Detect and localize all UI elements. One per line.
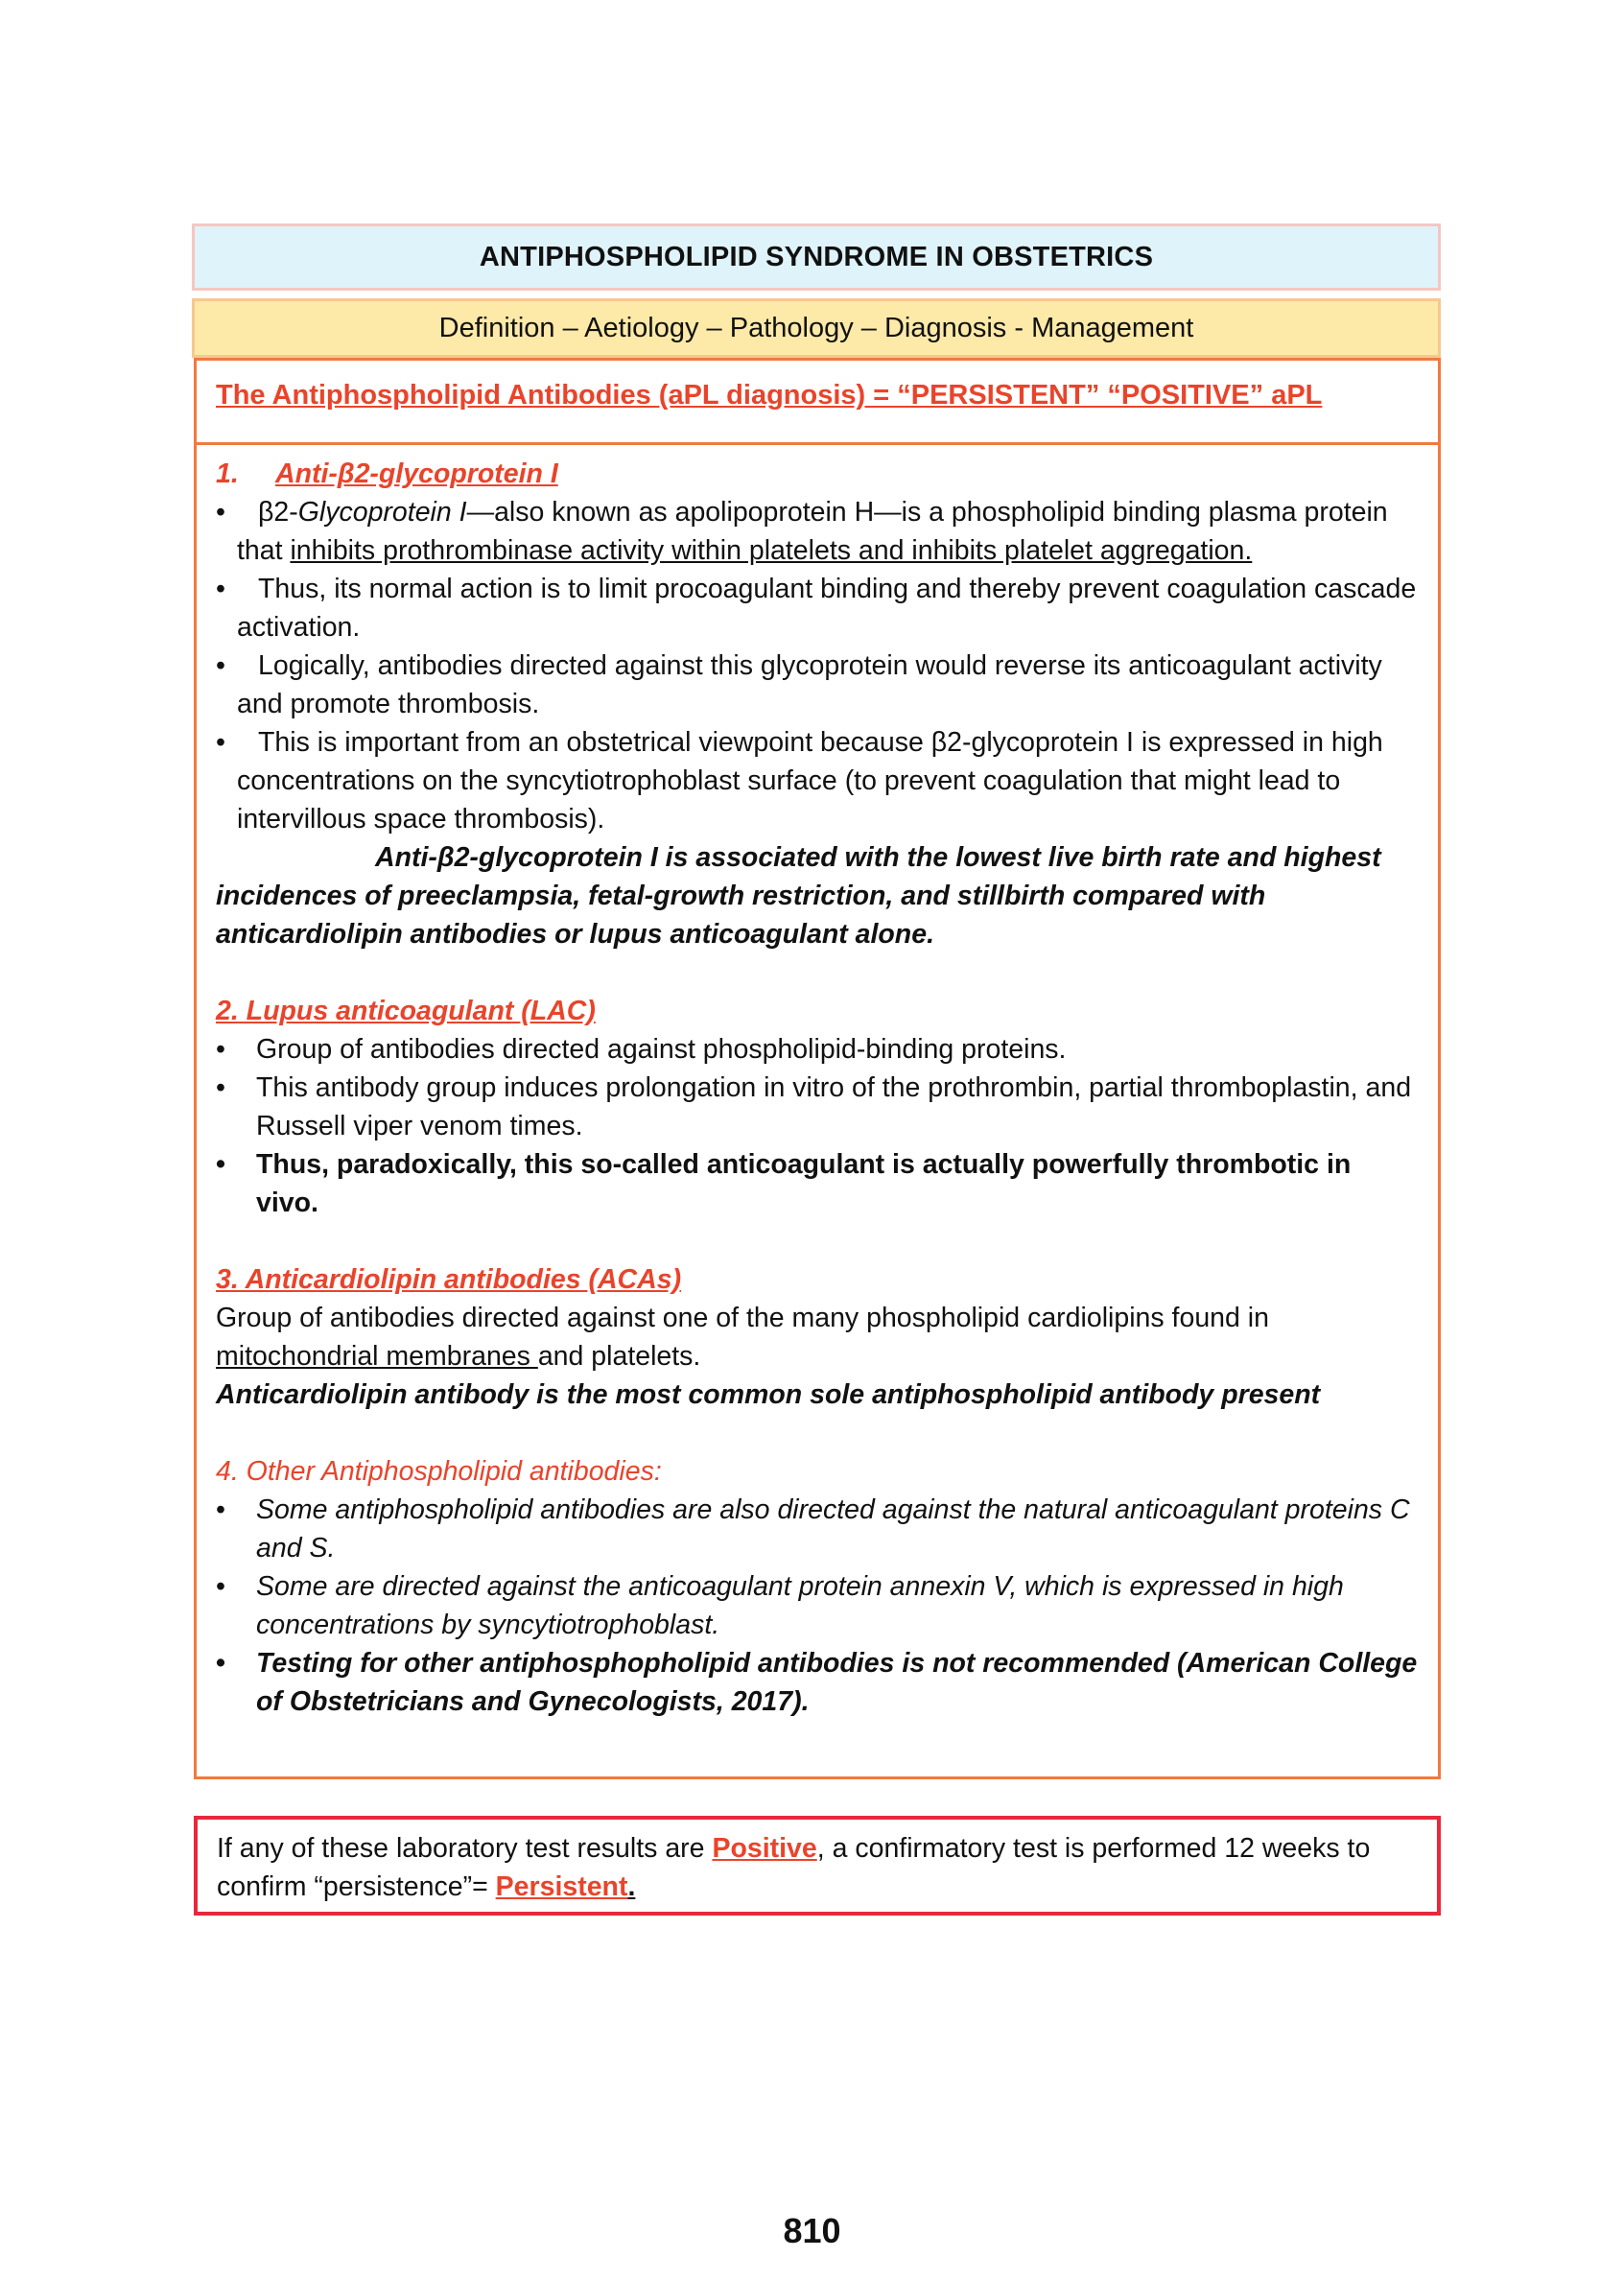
section-1-title-text: Anti-β2-glycoprotein I bbox=[275, 459, 558, 489]
note-persistent-highlight: Persistent bbox=[495, 1871, 628, 1902]
bullet-icon: • bbox=[216, 650, 225, 681]
bullet-icon: • bbox=[216, 497, 225, 528]
bullet-icon: • bbox=[216, 1149, 225, 1180]
list-item bbox=[216, 723, 1419, 838]
list-item bbox=[216, 1567, 1419, 1644]
bullet-icon: • bbox=[216, 1034, 225, 1065]
list-item bbox=[216, 1030, 1419, 1069]
list-item bbox=[216, 1644, 1419, 1721]
list-item bbox=[216, 1145, 1419, 1222]
note-text: , a confirmatory test is performed 12 weeks to confirm “persistence”= bbox=[217, 1833, 1371, 1902]
list-item-text: Testing for other antiphosphopholipid antibodies is not recommended (American College of Obstetricians and Gynecologists, 2017). bbox=[256, 1648, 1418, 1717]
bullet-icon: • bbox=[216, 1571, 225, 1602]
bullet-icon: • bbox=[216, 1494, 225, 1525]
list-item bbox=[216, 493, 1419, 570]
section-1-emphasis: Anti-β2-glycoprotein I is associated with the lowest live birth rate and highest incidences of preeclampsia, fetal-growth restriction, and stillbirth compared with anticardiolipin antibodies or lupus anticoagulant alone. bbox=[216, 842, 1381, 950]
list-item-text: β2- bbox=[258, 497, 298, 528]
list-item-text: Thus, its normal action is to limit procoagulant binding and thereby prevent coagulation cascade activation. bbox=[237, 574, 1417, 643]
list-item-text: Some antiphospholipid antibodies are also directed against the natural anticoagulant proteins C and S. bbox=[256, 1494, 1410, 1564]
section-3-title: 3. Anticardiolipin antibodies (ACAs) bbox=[216, 1264, 682, 1295]
paragraph-text: and platelets. bbox=[537, 1341, 701, 1372]
list-item bbox=[216, 1491, 1419, 1567]
page-title: ANTIPHOSPHOLIPID SYNDROME IN OBSTETRICS bbox=[192, 223, 1441, 291]
section-4-list bbox=[216, 1491, 1419, 1721]
confirmation-note bbox=[194, 1816, 1441, 1916]
paragraph-underlined: mitochondrial membranes bbox=[216, 1341, 538, 1372]
list-item bbox=[216, 647, 1419, 723]
bullet-icon: • bbox=[216, 727, 225, 758]
bullet-icon: • bbox=[216, 574, 225, 604]
page-subtitle: Definition – Aetiology – Pathology – Diagnosis - Management bbox=[192, 298, 1441, 358]
section-3-text bbox=[216, 1299, 1419, 1376]
list-item-italic: Glycoprotein I bbox=[297, 497, 467, 528]
list-item-text: Thus, paradoxically, this so-called anticoagulant is actually powerfully thrombotic in vivo. bbox=[256, 1149, 1352, 1218]
section-1-title bbox=[216, 455, 1419, 493]
page-number: 810 bbox=[783, 2211, 841, 2250]
list-item-text: Group of antibodies directed against phospholipid-binding proteins. bbox=[256, 1034, 1067, 1065]
note-text: If any of these laboratory test results are bbox=[217, 1833, 713, 1864]
list-item bbox=[216, 1069, 1419, 1145]
section-4-title: 4. Other Antiphospholipid antibodies: bbox=[216, 1456, 662, 1487]
list-item-underlined: inhibits prothrombinase activity within platelets and inhibits platelet aggregation. bbox=[290, 535, 1253, 566]
list-item-text: Some are directed against the anticoagulant protein annexin V, which is expressed in high concentrations by syncytiotrophoblast. bbox=[256, 1571, 1344, 1640]
main-content-box bbox=[194, 358, 1441, 1779]
content-body bbox=[197, 445, 1438, 1721]
section-3-emphasis: Anticardiolipin antibody is the most common sole antiphospholipid antibody present bbox=[216, 1379, 1321, 1410]
paragraph-text: Group of antibodies directed against one of the many phospholipid cardiolipins found in bbox=[216, 1303, 1269, 1333]
list-item bbox=[216, 570, 1419, 647]
section-1-number: 1. bbox=[216, 459, 239, 489]
list-item-text: —also known as apolipoprotein H—is a phospholipid binding plasma protein that bbox=[237, 497, 1388, 566]
list-item-text: This is important from an obstetrical viewpoint because β2-glycoprotein I is expressed in high concentrations on the syncytiotrophoblast surface (to prevent coagulation that might lead to intervillous space thrombosis). bbox=[237, 727, 1383, 835]
section-1-list bbox=[216, 493, 1419, 838]
section-2-title: 2. Lupus anticoagulant (LAC) bbox=[216, 996, 596, 1026]
bullet-icon: • bbox=[216, 1648, 225, 1679]
section-2-list bbox=[216, 1030, 1419, 1222]
bullet-icon: • bbox=[216, 1072, 225, 1103]
note-text: . bbox=[627, 1871, 636, 1902]
section-heading: The Antiphospholipid Antibodies (aPL diagnosis) = “PERSISTENT” “POSITIVE” aPL bbox=[197, 361, 1438, 445]
note-positive-highlight: Positive bbox=[712, 1833, 817, 1864]
list-item-text: This antibody group induces prolongation in vitro of the prothrombin, partial thromboplastin, and Russell viper venom times. bbox=[256, 1072, 1412, 1141]
list-item-text: Logically, antibodies directed against this glycoprotein would reverse its anticoagulant activity and promote thrombosis. bbox=[237, 650, 1382, 719]
